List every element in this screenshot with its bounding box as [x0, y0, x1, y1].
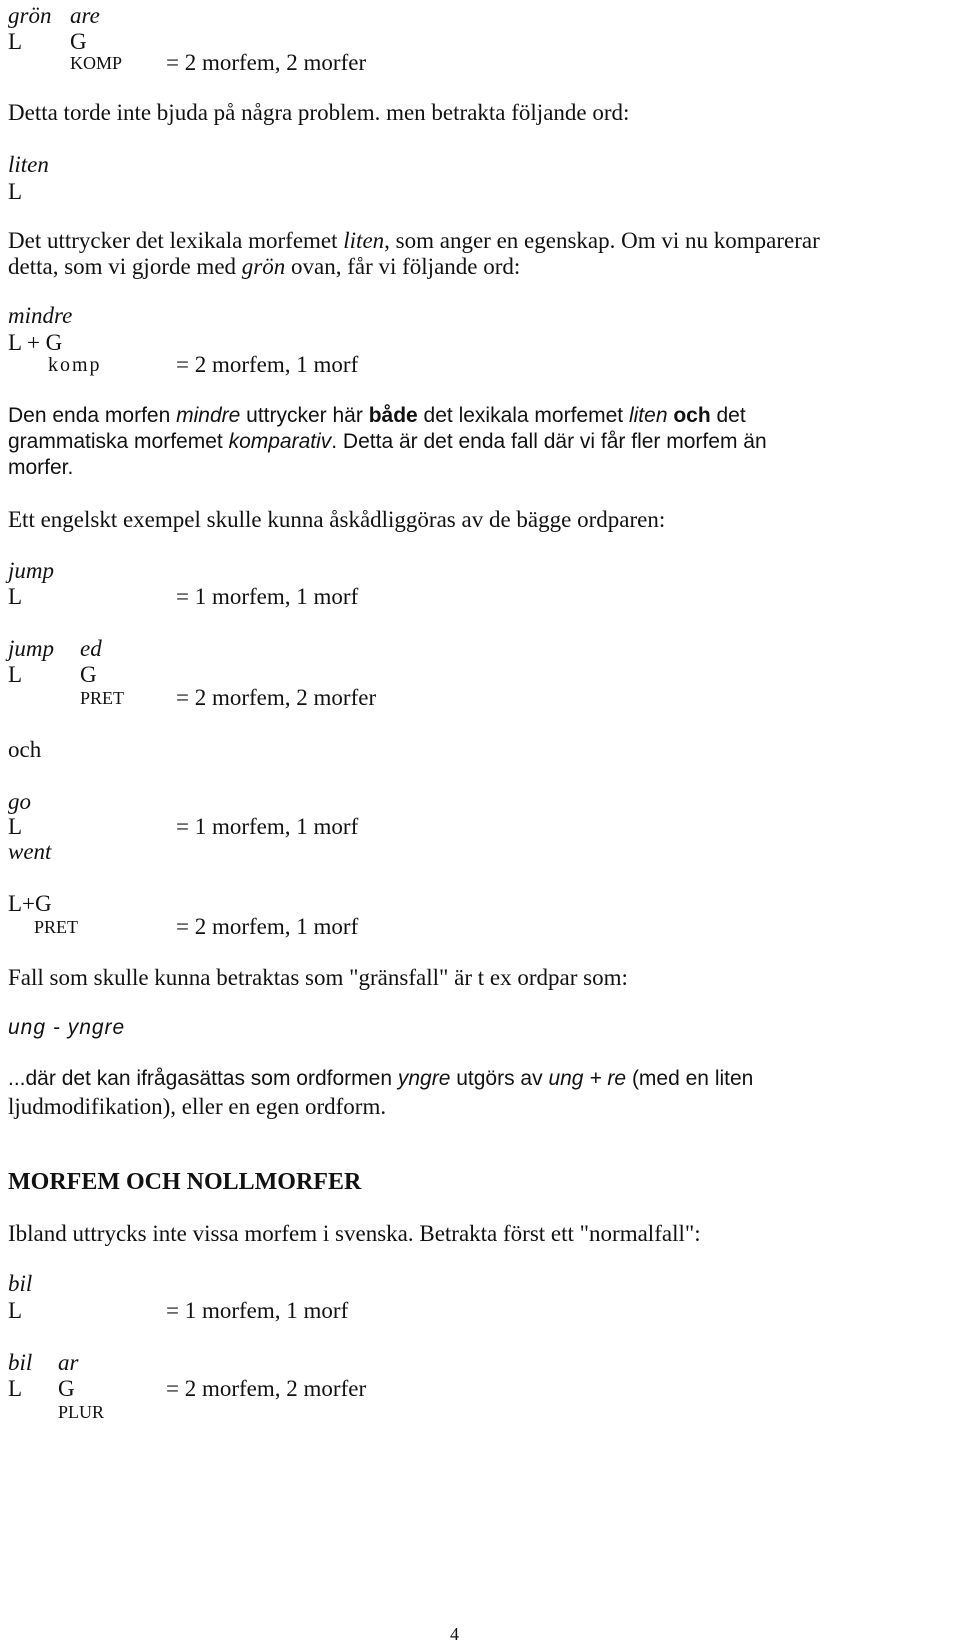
result-jumped: = 2 morfem, 2 morfer [176, 685, 377, 710]
tag-pret: PRET [80, 688, 125, 708]
paragraph-mindre-line1: Den enda morfen mindre uttrycker här både det lexikala morfemet liten och det [8, 404, 746, 427]
paragraph-english: Ett engelskt exempel skulle kunna åskådliggöras av de bägge ordparen: [8, 507, 666, 532]
result-jump: = 1 morfem, 1 morf [176, 584, 359, 609]
label-grammatical: G [80, 662, 97, 687]
label-lexical: L [8, 179, 23, 204]
label-lexical: L [8, 662, 23, 687]
word-go: go [8, 789, 31, 814]
label-lexical-grammatical: L+G [8, 891, 52, 916]
word-och: och [8, 737, 42, 762]
word-jump: jump [8, 636, 54, 661]
paragraph-ung-line2: ljudmodifikation), eller en egen ordform. [8, 1094, 387, 1119]
label-lexical: L [8, 1298, 23, 1323]
paragraph-lexical-line1: Det uttrycker det lexikala morfemet liten, som anger en egenskap. Om vi nu komparerar [8, 228, 820, 253]
word-jump: jump [8, 558, 54, 583]
word-went: went [8, 839, 52, 864]
paragraph-lexical-line2: detta, som vi gjorde med grön ovan, får vi följande ord: [8, 254, 521, 279]
paragraph-ung-line1: ...där det kan ifrågasättas som ordformen yngre utgörs av ung + re (med en liten [8, 1067, 754, 1090]
word-gron: grön [8, 3, 52, 28]
word-are: are [70, 3, 100, 28]
result-bil: = 1 morfem, 1 morf [166, 1298, 349, 1323]
result-went: = 2 morfem, 1 morf [176, 914, 359, 939]
tag-plur: PLUR [58, 1402, 105, 1422]
result-gron-are: = 2 morfem, 2 morfer [166, 50, 367, 75]
label-lexical: L [8, 584, 23, 609]
label-lexical: L [8, 29, 23, 54]
label-lexical-grammatical: L + G [8, 330, 63, 355]
example-ung-yngre: ung - yngre [8, 1016, 126, 1039]
label-grammatical: G [58, 1376, 75, 1401]
label-grammatical: G [70, 29, 87, 54]
tag-komp: komp [48, 354, 102, 376]
paragraph-mindre-line2: grammatiska morfemet komparativ. Detta är det enda fall där vi får fler morfem än [8, 430, 767, 453]
result-mindre: = 2 morfem, 1 morf [176, 352, 359, 377]
page-number: 4 [450, 1624, 459, 1644]
label-lexical: L [8, 814, 23, 839]
tag-komp: KOMP [70, 53, 123, 73]
tag-pret: PRET [34, 917, 79, 937]
section-heading: MORFEM OCH NOLLMORFER [8, 1169, 362, 1195]
word-ar: ar [58, 1350, 79, 1375]
paragraph-mindre-line3: morfer. [8, 456, 74, 479]
word-liten: liten [8, 152, 49, 177]
result-bilar: = 2 morfem, 2 morfer [166, 1376, 367, 1401]
word-bil: bil [8, 1271, 33, 1296]
paragraph-border-cases: Fall som skulle kunna betraktas som "gränsfall" är t ex ordpar som: [8, 965, 628, 990]
word-mindre: mindre [8, 303, 73, 328]
paragraph-ibland: Ibland uttrycks inte vissa morfem i svenska. Betrakta först ett "normalfall": [8, 1221, 701, 1246]
word-ed: ed [80, 636, 102, 661]
result-go: = 1 morfem, 1 morf [176, 814, 359, 839]
paragraph-problem: Detta torde inte bjuda på några problem. men betrakta följande ord: [8, 100, 630, 125]
label-lexical: L [8, 1376, 23, 1401]
word-bil: bil [8, 1350, 33, 1375]
